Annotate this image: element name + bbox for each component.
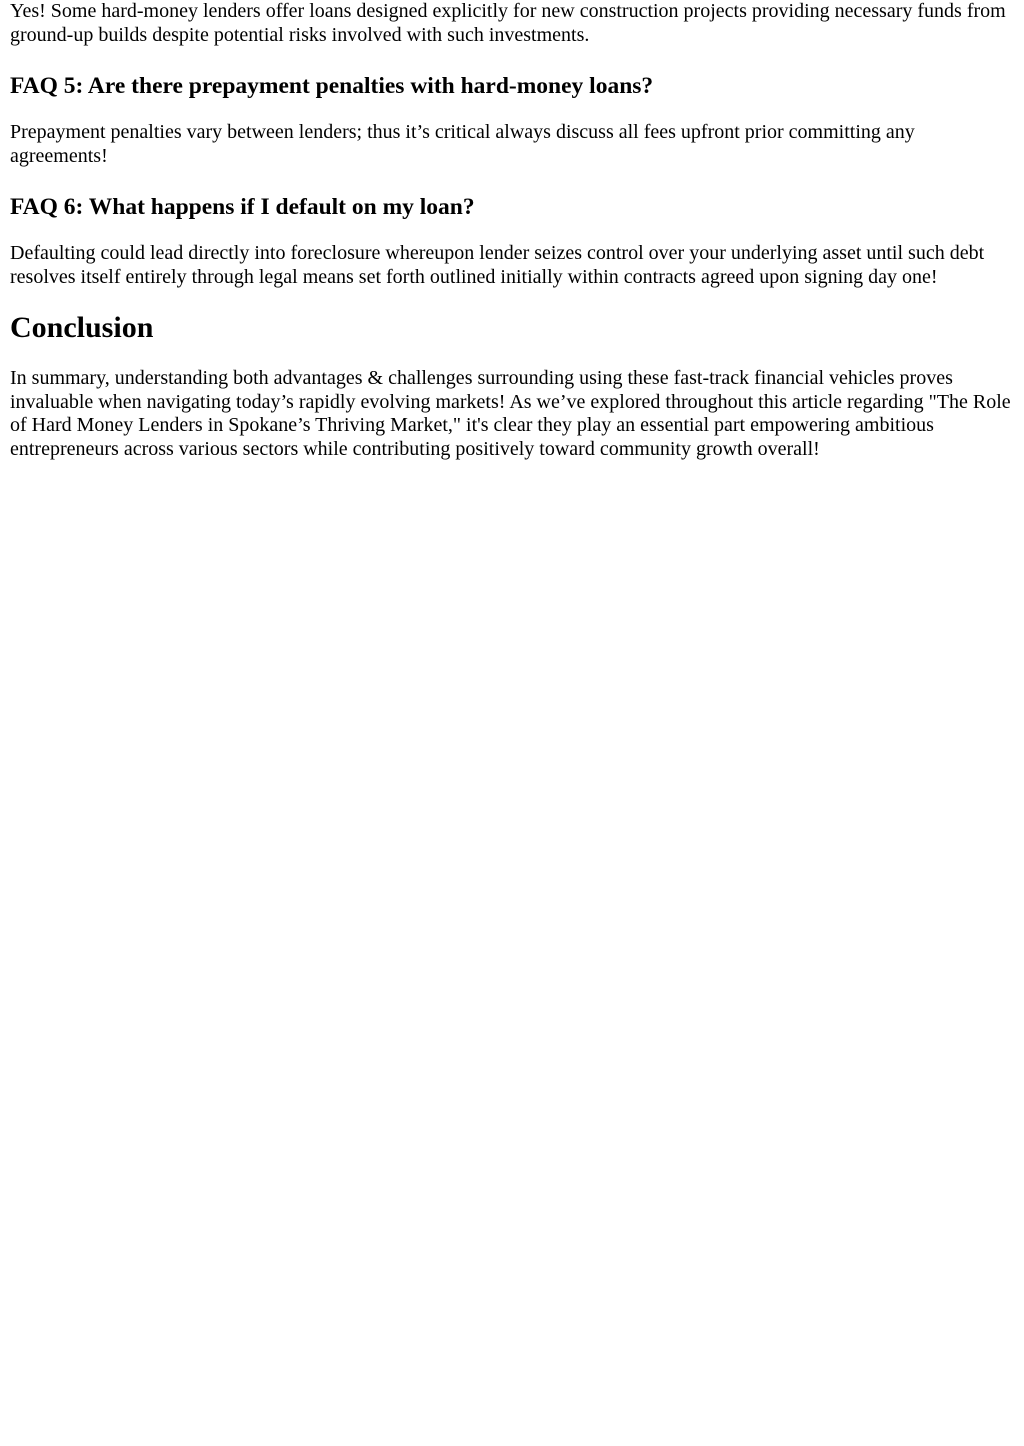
faq-6-answer: Defaulting could lead directly into foreclosure whereupon lender seizes control over your underlying asset until such debt resolves itself entirely through legal means set forth outlined initially within contracts agreed upon signing day one! <box>10 242 985 288</box>
conclusion-paragraph: In summary, understanding both advantages & challenges surrounding using these fast-track financial vehicles proves invaluable when navigating today’s rapidly evolving markets! As we’ve explored throughout this article regarding "The Role of Hard Money Lenders in Spokane’s Thriving Market," it's clear they play an essential part empowering ambitious entrepreneurs across various sectors while contributing positively toward community growth overall! <box>10 367 1011 460</box>
conclusion-heading: Conclusion <box>10 311 154 344</box>
faq-5-heading: FAQ 5: Are there prepayment penalties with hard-money loans? <box>10 73 654 99</box>
intro-paragraph: Yes! Some hard-money lenders offer loans designed explicitly for new construction projects providing necessary funds from ground-up builds despite potential risks involved with such investments. <box>10 0 1006 46</box>
faq-6-heading: FAQ 6: What happens if I default on my loan? <box>10 194 475 220</box>
faq-5-answer: Prepayment penalties vary between lenders; thus it’s critical always discuss all fees upfront prior committing any agreements! <box>10 121 915 167</box>
